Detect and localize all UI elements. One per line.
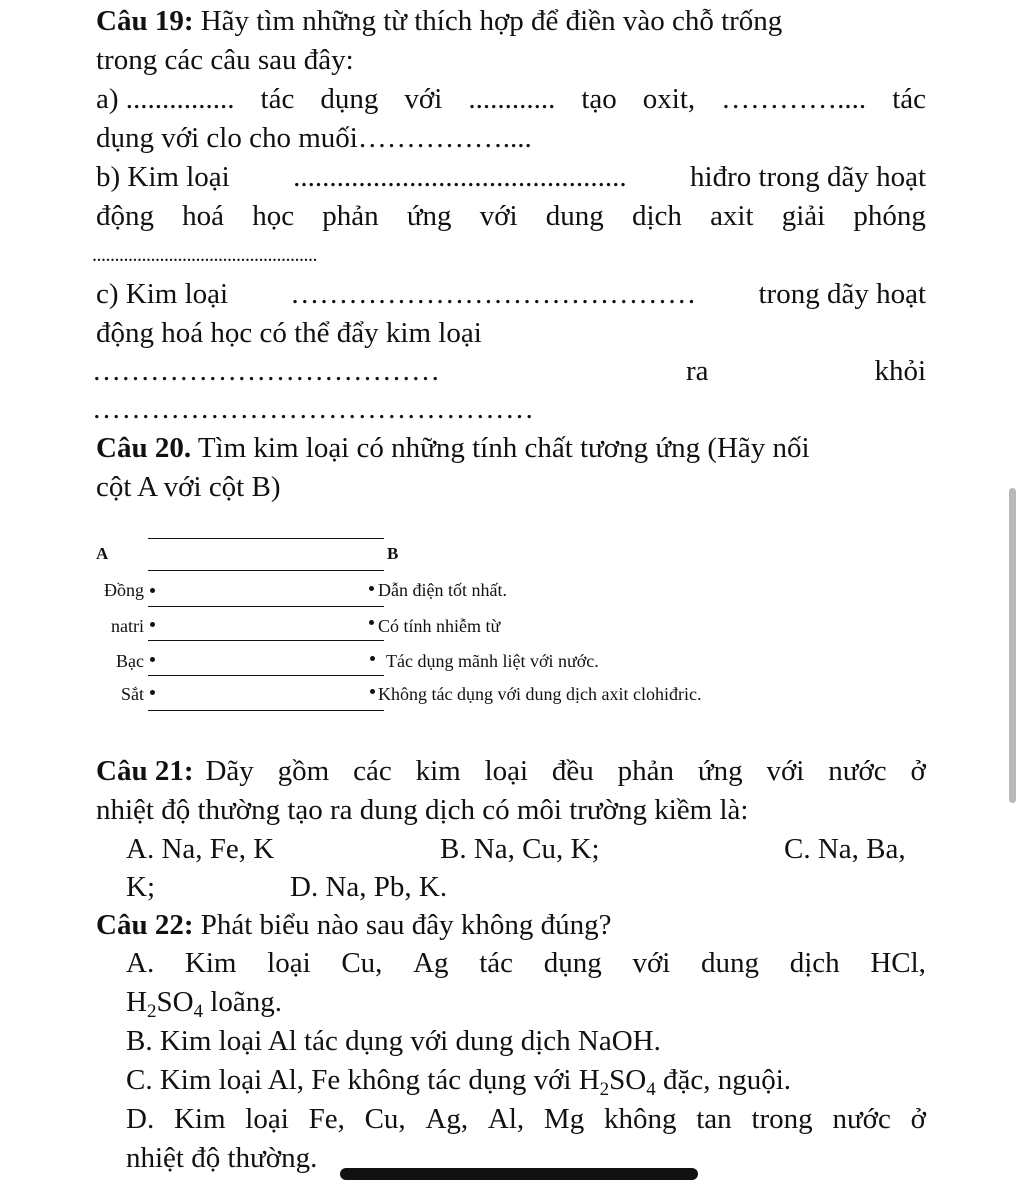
- q20-text-1: Tìm kim loại có những tính chất tương ứng (Hãy nối: [197, 432, 810, 464]
- word: dụng: [543, 947, 602, 979]
- word: Al,: [487, 1103, 525, 1135]
- word: Kim: [173, 1103, 226, 1135]
- q22-option-a-line-1: [126, 944, 926, 983]
- word: học: [252, 200, 295, 232]
- word: oxit,: [642, 83, 696, 115]
- word: trong dãy hoạt: [758, 278, 926, 310]
- word: tác: [479, 947, 514, 979]
- word: khỏi: [874, 355, 926, 387]
- column-a-item: Bạc: [116, 651, 144, 671]
- word: ..............................................: [293, 161, 627, 193]
- word: nước: [828, 755, 887, 787]
- q19-b-line-3: ..................................................: [92, 244, 317, 266]
- connector-dot-b[interactable]: [369, 620, 374, 625]
- q22-option-d-line-2: nhiệt độ thường.: [126, 1142, 318, 1174]
- q22-option-b: B. Kim loại Al tác dụng với dung dịch NaOH.: [126, 1025, 661, 1057]
- q22-title: Câu 22:: [96, 909, 194, 941]
- q21-line-1: [96, 752, 926, 791]
- word: đều: [551, 755, 594, 787]
- q22-option-a-line-2: [126, 983, 282, 1022]
- word: dụng: [320, 83, 379, 115]
- word: với: [404, 83, 443, 115]
- word: các: [353, 755, 392, 787]
- q19-intro-1: Hãy tìm những từ thích hợp để điền vào chỗ trống: [200, 5, 783, 37]
- q21-option-b: B. Na, Cu, K;: [440, 833, 600, 865]
- q19-c-line-4: ………………………………………: [92, 393, 535, 425]
- word: dung: [701, 947, 760, 979]
- word: …………....: [721, 83, 867, 115]
- row-rule: [148, 606, 384, 607]
- word: ở: [910, 755, 926, 787]
- formula-so: SO: [609, 1064, 647, 1096]
- word: Kim: [184, 947, 237, 979]
- word: với: [766, 755, 805, 787]
- word: loại: [484, 755, 529, 787]
- q19-b-line-1: [96, 158, 926, 197]
- word: c) Kim loại: [96, 278, 229, 310]
- table-bottom-rule: [148, 710, 384, 711]
- q22-line-1: [96, 906, 612, 945]
- word: loại: [267, 947, 311, 979]
- row-rule: [148, 640, 384, 641]
- word: D.: [126, 1103, 155, 1135]
- word: giải: [781, 200, 826, 232]
- word: Ag: [413, 947, 449, 979]
- q19-line-2: trong các câu sau đây:: [96, 44, 354, 76]
- word: hiđro trong dãy hoạt: [690, 161, 926, 193]
- word: dung: [545, 200, 604, 232]
- word: HCl,: [870, 947, 926, 979]
- q22-question: Phát biểu nào sau đây không đúng?: [200, 909, 612, 941]
- q21-option-c-cont: K;: [126, 871, 155, 903]
- formula-sub: 4: [646, 1079, 656, 1100]
- word: loại: [245, 1103, 289, 1135]
- q19-c-line-3: [92, 352, 926, 391]
- q20-line-2: cột A với cột B): [96, 471, 281, 503]
- q21-line-2: nhiệt độ thường tạo ra dung dịch có môi trường kiềm là:: [96, 794, 749, 826]
- q20-line-1: [96, 429, 810, 468]
- word: ………………………………: [92, 355, 440, 387]
- q19-c-line-1: [96, 275, 926, 314]
- connector-dot-b[interactable]: [370, 656, 375, 661]
- connector-dot-a[interactable]: [150, 690, 155, 695]
- q21-option-c: C. Na, Ba,: [784, 833, 906, 865]
- word: tạo: [581, 83, 617, 115]
- formula-sub: 2: [599, 1079, 610, 1100]
- word: ở: [910, 1103, 926, 1135]
- formula-sub: 4: [193, 1001, 204, 1022]
- word: dịch: [789, 947, 840, 979]
- column-a-header: A: [96, 544, 109, 563]
- word: Dãy: [205, 755, 254, 787]
- word: với: [479, 200, 518, 232]
- formula-sub: 2: [146, 1001, 157, 1022]
- word: Mg: [543, 1103, 585, 1135]
- q19-a-line-1: [96, 80, 926, 119]
- word: Cu,: [341, 947, 383, 979]
- q21-title: Câu 21:: [96, 755, 194, 787]
- option-c-pre: C. Kim loại Al, Fe không tác dụng với H: [126, 1064, 600, 1096]
- word: tác: [260, 83, 295, 115]
- column-b-item: Tác dụng mãnh liệt với nước.: [386, 651, 599, 671]
- word: gồm: [277, 755, 330, 787]
- home-indicator[interactable]: [340, 1168, 698, 1180]
- word: phản: [322, 200, 379, 232]
- q21-option-d: D. Na, Pb, K.: [290, 871, 448, 903]
- connector-dot-a[interactable]: [150, 657, 155, 662]
- q22-option-c: [126, 1061, 791, 1100]
- word: nước: [832, 1103, 891, 1135]
- word: phóng: [853, 200, 926, 232]
- column-b-item: Không tác dụng với dung dịch axit clohiđric.: [378, 684, 702, 704]
- q22-option-d-line-1: [126, 1100, 926, 1139]
- option-c-post: đặc, nguội.: [655, 1064, 792, 1096]
- q19-b-line-2: [96, 197, 926, 236]
- column-b-item: Dẫn điện tốt nhất.: [378, 580, 507, 600]
- q19-title: Câu 19:: [96, 5, 194, 37]
- column-a-item: Đồng: [104, 580, 144, 600]
- word: trong: [751, 1103, 813, 1135]
- word: tác: [892, 83, 926, 115]
- word: kim: [415, 755, 461, 787]
- connector-dot-b[interactable]: [370, 689, 375, 694]
- word: tan: [696, 1103, 732, 1135]
- word: với: [632, 947, 671, 979]
- word: b) Kim loại: [96, 161, 230, 193]
- word: phản: [617, 755, 675, 787]
- word: ứng: [697, 755, 743, 787]
- word: A.: [126, 947, 155, 979]
- word: Fe,: [308, 1103, 345, 1135]
- word: Ag,: [425, 1103, 469, 1135]
- q21-text-1: [205, 752, 926, 791]
- word: hoá: [182, 200, 225, 232]
- word: Cu,: [364, 1103, 406, 1135]
- table-header-rule: [148, 570, 384, 571]
- q19-line-1: [96, 2, 782, 41]
- connector-dot-a[interactable]: [150, 622, 155, 627]
- connector-dot-a[interactable]: [150, 588, 155, 593]
- q19-c-line-2: động hoá học có thể đẩy kim loại: [96, 317, 482, 349]
- column-b-header: B: [387, 544, 399, 563]
- scrollbar[interactable]: [1009, 488, 1016, 803]
- word: động: [96, 200, 154, 232]
- q20-title: Câu 20.: [96, 432, 192, 464]
- column-a-item: Sắt: [120, 684, 144, 704]
- table-top-rule: [148, 538, 384, 539]
- formula-h: H: [126, 986, 147, 1018]
- word: không: [603, 1103, 677, 1135]
- column-b-item: Có tính nhiễm từ: [378, 616, 501, 636]
- option-a-rest: loãng.: [203, 986, 282, 1018]
- q19-a-line-2: dụng với clo cho muối……………....: [96, 122, 532, 154]
- word: axit: [710, 200, 754, 232]
- row-rule: [148, 675, 384, 676]
- column-a-item: natri: [111, 616, 144, 636]
- word: a) ...............: [96, 83, 235, 115]
- q21-option-a: A. Na, Fe, K: [126, 833, 275, 865]
- word: ra: [685, 355, 709, 387]
- word: ……………………………………: [290, 278, 697, 310]
- formula-so: SO: [156, 986, 194, 1018]
- word: ............: [468, 83, 556, 115]
- word: dịch: [631, 200, 682, 232]
- word: ứng: [406, 200, 452, 232]
- connector-dot-b[interactable]: [369, 586, 374, 591]
